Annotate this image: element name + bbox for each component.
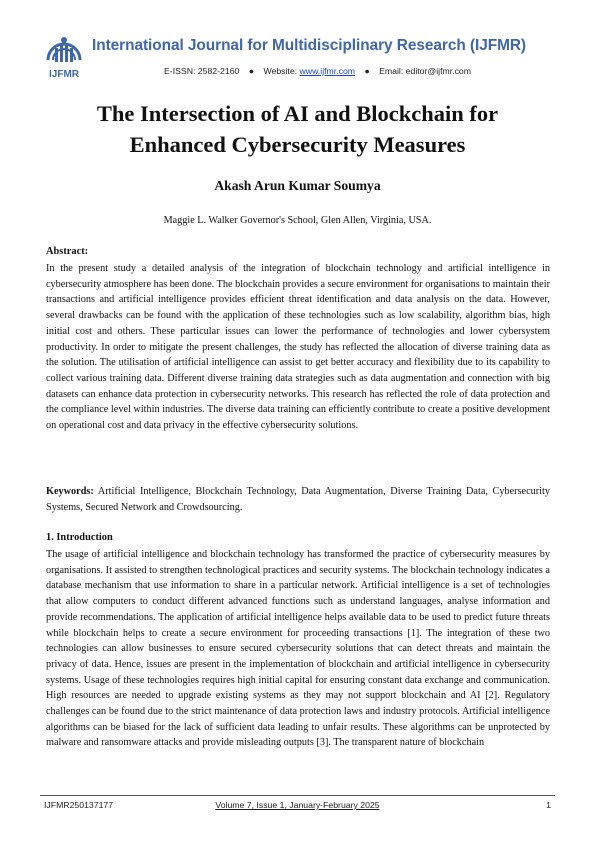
title-line-1: The Intersection of AI and Blockchain for [96, 101, 499, 126]
journal-header [0, 0, 595, 90]
website-link[interactable]: www.ijfmr.com [299, 66, 356, 76]
journal-name: International Journal for Multidisciplinary Research [92, 37, 466, 54]
paper-title [40, 98, 555, 160]
title-line-2: Enhanced Cybersecurity Measures [129, 132, 466, 157]
keywords [46, 484, 550, 515]
journal-title [92, 37, 572, 55]
bullet-icon: ● [364, 66, 370, 76]
abstract-text: In the present study a detailed analysis of the integration of blockchain technology and artificial intelligence in cybersecurity atmosphere has been done. The blockchain provides a secure environment for organisations to maintain their transactions and artificial intelligence provides efficient threat identification and data analysis on the data. However, several drawbacks can be found with the application of these technologies such as low scalability, algorithm bias, high initial cost and others. These particular issues can lower the performance of technologies and lower cybersystem productivity. In order to mitigate the present challenges, the study has reflected the allocation of diverse training data as the solution. The utilisation of artificial intelligence can assist to get better accuracy and flexibility due to its capability to collect various training data. Different diverse training data strategies such as data augmentation and connection with big datasets can enhance data protection in cybersecurity networks. This research has reflected the role of data protection and the compliance level within industries. The diverse data training can efficiently contribute to create a positive development on operational cost and data privacy in the effective cybersecurity solutions. [46, 263, 550, 432]
footer-divider [40, 795, 555, 796]
abstract-heading: Abstract: [46, 246, 89, 257]
introduction-heading: 1. Introduction [46, 532, 113, 543]
website-label: Website: [263, 66, 298, 76]
email: Email: editor@ijfmr.com [379, 66, 471, 76]
svg-text:IJFMR: IJFMR [49, 69, 79, 80]
footer-volume-link[interactable]: Volume 7, Issue 1, January-February 2025 [215, 800, 380, 810]
eissn: E-ISSN: 2582-2160 [164, 66, 240, 76]
contact-line [0, 66, 595, 76]
introduction-text: The usage of artificial intelligence and blockchain technology has transformed the practice of cybersecurity measures by organisations. It assisted to strengthen technological practices and security systems. The blockchain technology indicates a database mechanism that use information to share in a particular network. Artificial intelligence is a set of technologies that allow computers to conduct different advanced functions such as understand languages, analyse information and provide recommendations. The application of artificial intelligence helps available data to be used to predict future threats while blockchain helps to create a secure environment for proceeding transactions [1]. The integration of these two technologies can allow businesses to ensure secured cybersecurity solutions that can detect threats and maintain the privacy of data. Hence, issues are present in the implementation of blockchain and artificial intelligence in cybersecurity systems. Usage of these technologies requires high initial capital for ensuring constant data exchange and communication. High resources are needed to upgrade existing systems as they may not support blockchain and AI [2]. Regulatory challenges can be found due to the strict maintenance of data protection laws and industry protocols. Artificial intelligence algorithms can be biased for the lack of sufficient data leading to unfair results. These algorithms can be unprotected by malware and ransomware attacks and provide misleading outputs [3]. The transparent nature of blockchain [46, 549, 550, 749]
journal-abbr: (IJFMR) [469, 37, 527, 54]
keywords-label: Keywords: [46, 486, 94, 497]
page-number: 1 [546, 800, 551, 810]
author-name: Akash Arun Kumar Soumya [214, 178, 381, 193]
bullet-icon: ● [248, 66, 255, 76]
author-affiliation: Maggie L. Walker Governor's School, Glen Allen, Virginia, USA. [163, 215, 432, 226]
keywords-text: Artificial Intelligence, Blockchain Technology, Data Augmentation, Diverse Training Data, Cybersecurity Systems, Secured Network and Crowdsourcing. [46, 486, 550, 513]
footer-paper-id: IJFMR250137177 [44, 800, 114, 810]
